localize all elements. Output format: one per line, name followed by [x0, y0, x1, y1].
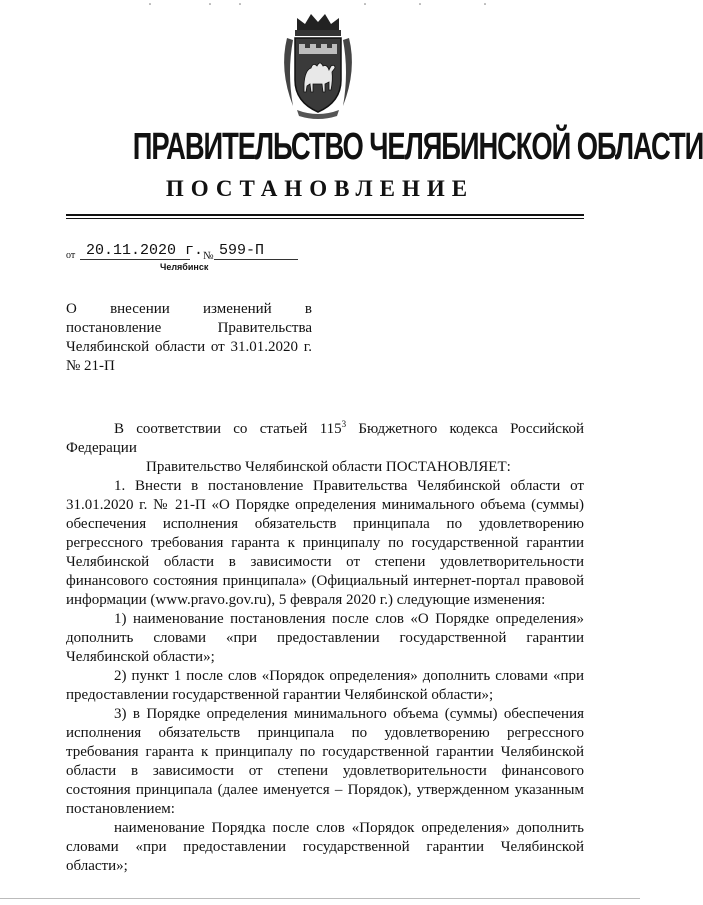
paragraph-title-change: наименование Порядка после слов «Порядок определения» дополнить словами «при предоставлении государственной гарантии Челябинской области»;	[66, 820, 584, 874]
date-underline	[80, 259, 190, 260]
subject-line-1: О внесении изменений в	[66, 301, 312, 317]
basis-text-b: Бюджетного кодекса Российской Федерации	[66, 421, 585, 456]
date-prefix: от	[66, 250, 76, 261]
paragraph-subitem-3: 3) в Порядке определения минимального объема (суммы) обеспечения исполнения обязательств принципала по удовлетворению регрессного требования гаранта к принципалу по государственной гарантии Челябинской области в зависимости от степени удовлетворительности финансового состояния принципала (далее именуется – Порядок), утвержденном указанным постановлением:	[66, 706, 584, 817]
scan-artifact-dots	[0, 2, 640, 6]
paragraph-subitem-1: 1) наименование постановления после слов «О Порядке определения» дополнить словами «при предоставлении государственной гарантии Челябинской области»;	[66, 611, 584, 665]
number-prefix: №	[203, 250, 214, 262]
number-underline	[214, 259, 298, 260]
paragraph-basis	[66, 420, 584, 458]
header-rule-thick	[66, 214, 584, 216]
chelyabinsk-coat-of-arms-icon	[277, 10, 359, 120]
subject-line-3: Челябинской области от 31.01.2020 г.	[66, 339, 312, 355]
document-number: 599-П	[219, 242, 265, 259]
subject-line-4: № 21-П	[66, 358, 115, 374]
document-body	[66, 420, 584, 876]
paragraph-subitem-2: 2) пункт 1 после слов «Порядок определения» дополнить словами «при предоставлении государственной гарантии Челябинской области»;	[66, 668, 584, 703]
header-rule-thin	[66, 218, 584, 219]
subject-line-2: постановление Правительства	[66, 320, 312, 336]
document-date: 20.11.2020 г.	[86, 242, 204, 259]
document-type: ПОСТАНОВЛЕНИЕ	[165, 176, 475, 201]
document-subject	[66, 300, 312, 376]
page-bottom-edge	[0, 898, 640, 899]
organization-title: ПРАВИТЕЛЬСТВО ЧЕЛЯБИНСКОЙ ОБЛАСТИ	[132, 126, 703, 168]
paragraph-item-1: 1. Внести в постановление Правительства Челябинской области от 31.01.2020 г. № 21-П «О Порядке определения минимального объема (суммы) обеспечения исполнения обязательств принципала по удовлетворению регрессного требования гаранта к принципалу по государственной гарантии Челябинской области в зависимости от степени удовлетворительности финансового состояния принципала» (Официальный интернет-портал правовой информации (www.pravo.gov.ru), 5 февраля 2020 г.) следующие изменения:	[66, 478, 584, 608]
paragraph-resolves: Правительство Челябинской области ПОСТАНОВЛЯЕТ:	[146, 459, 511, 475]
document-meta	[66, 242, 366, 262]
document-city: Челябинск	[160, 262, 209, 272]
article-superscript: 3	[341, 419, 347, 429]
basis-text-a: В соответствии со статьей 115	[114, 421, 342, 437]
